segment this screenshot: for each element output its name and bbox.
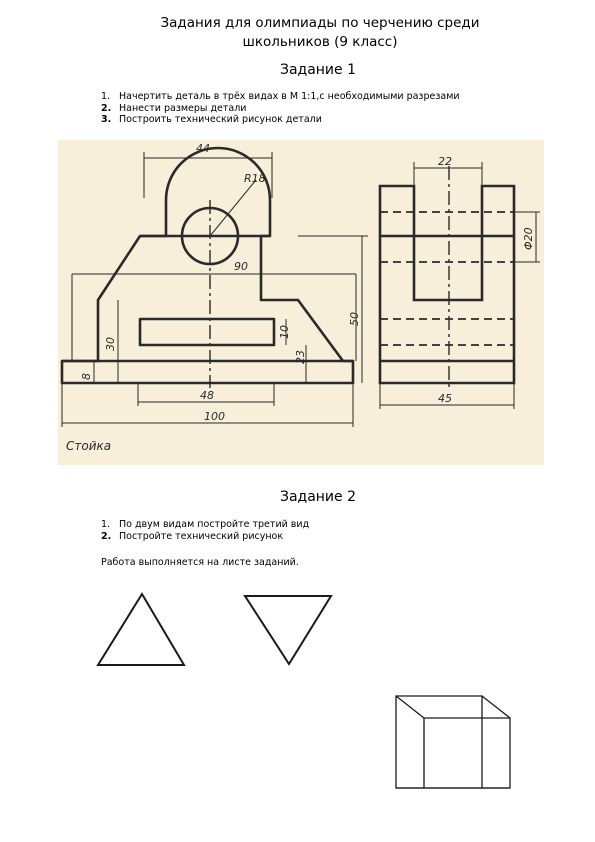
item-text: Начертить деталь в трёх видах в М 1:1,с необходимыми разрезами (119, 91, 460, 102)
dimension-lines (62, 152, 540, 427)
task1-item (101, 114, 460, 126)
task2-item (101, 531, 309, 543)
dim-label: Φ20 (522, 227, 535, 250)
task1-heading: Задание 1 (279, 62, 357, 78)
dim-label: 10 (278, 325, 291, 339)
technical-drawing-svg (58, 140, 544, 465)
triangle-down-figure (243, 594, 335, 668)
item-number: 2. (101, 530, 112, 542)
item-text: Нанести размеры детали (119, 102, 247, 114)
item-number: 2. (101, 102, 112, 114)
task2-list (101, 519, 309, 542)
task2-heading: Задание 2 (279, 489, 357, 505)
technical-drawing (58, 140, 544, 465)
item-number: 3. (101, 114, 112, 125)
dim-label: 100 (204, 410, 225, 423)
dim-label: 22 (438, 155, 452, 168)
dim-label: 23 (294, 350, 307, 364)
task2-note: Работа выполняется на листе заданий. (101, 557, 299, 568)
item-text: Построить технический рисунок детали (119, 114, 322, 125)
dim-label: 50 (348, 312, 361, 326)
dim-label: 44 (196, 142, 210, 155)
dim-label: 8 (80, 373, 93, 380)
page-title (0, 14, 595, 52)
dim-label: 30 (104, 337, 117, 351)
item-number: 1. (101, 91, 111, 102)
dim-label: R18 (244, 172, 266, 185)
dim-label: 48 (200, 389, 214, 402)
side-view-outline (380, 186, 514, 383)
title-line-1: Задания для олимпиады по черчению среди (160, 15, 480, 31)
task1-item (101, 103, 460, 115)
title-line-2: школьников (9 класс) (242, 34, 398, 50)
dim-label: 90 (234, 260, 248, 273)
task1-list (101, 91, 460, 126)
item-number: 1. (101, 519, 111, 530)
item-text: По двум видам постройте третий вид (119, 519, 310, 530)
dim-label: 45 (438, 392, 452, 405)
drawing-caption: Стойка (66, 439, 112, 453)
task2-item (101, 519, 309, 531)
triangle-up-figure (96, 592, 188, 668)
side-view-hidden-lines (380, 212, 514, 345)
task1-item (101, 91, 460, 103)
item-text: Постройте технический рисунок (119, 530, 284, 542)
cube-figure (390, 690, 516, 792)
